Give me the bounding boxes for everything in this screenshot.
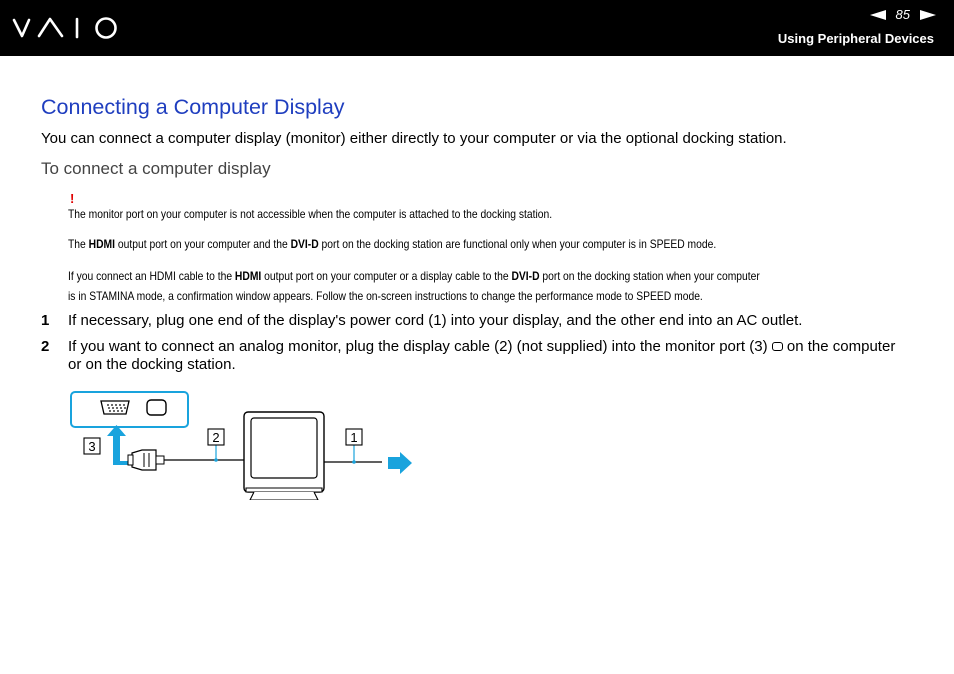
- page-header: [0, 0, 954, 56]
- warning-mark: !: [70, 191, 75, 206]
- step-number: 1: [41, 312, 50, 329]
- hdmi-label: HDMI: [88, 237, 116, 251]
- section-title: Using Peripheral Devices: [777, 31, 934, 46]
- page-title: Connecting a Computer Display: [41, 95, 345, 119]
- vga-plug-icon: [128, 450, 164, 470]
- previous-page-icon[interactable]: [870, 10, 886, 20]
- step-number: 2: [41, 338, 50, 355]
- port-panel: [71, 392, 188, 427]
- vaio-logo: [12, 11, 122, 46]
- note-docking-station: The monitor port on your computer is not accessible when the computer is attached to the docking station.: [68, 207, 553, 221]
- monitor-port-icon: [101, 401, 129, 414]
- callout-label: 2: [212, 430, 220, 445]
- note-stamina-mode: If you connect an HDMI cable to the HDMI output port on your computer or a display cable to the DVI-D port on the docking station when your computer is in STAMINA mode, a confirmation window appears. Follow the on-screen instructions to change the performance mode to SPEED mode.: [68, 269, 760, 303]
- outlet-arrow-icon: [388, 452, 412, 474]
- intro-paragraph: You can connect a computer display (monitor) either directly to your computer or via the optional docking station.: [41, 130, 787, 147]
- callout-label: 1: [350, 430, 358, 445]
- callout-1: [346, 429, 362, 445]
- hdmi-label: HDMI: [234, 269, 262, 283]
- note-speed-mode: The HDMI output port on your computer and the DVI-D port on the docking station are functional only when your computer is in SPEED mode.: [68, 237, 717, 251]
- step-text: If you want to connect an analog monitor, plug the display cable (2) (not supplied) into the monitor port (3) on the computer or on the docking station.: [68, 338, 896, 373]
- connection-diagram: [70, 390, 420, 505]
- procedure-heading: To connect a computer display: [41, 159, 271, 178]
- next-page-icon[interactable]: [920, 10, 936, 20]
- step-text: If necessary, plug one end of the display's power cord (1) into your display, and the other end into an AC outlet.: [68, 312, 803, 329]
- monitor-icon: [244, 412, 324, 500]
- monitor-symbol-icon: [147, 400, 166, 415]
- dvid-label: DVI-D: [511, 269, 540, 283]
- monitor-port-icon: [772, 342, 783, 351]
- dvid-label: DVI-D: [290, 237, 319, 251]
- callout-3: [84, 438, 100, 454]
- insert-arrow-icon: [107, 425, 126, 463]
- callout-2: [208, 429, 224, 445]
- page-number: 85: [895, 7, 910, 22]
- callout-label: 3: [88, 439, 96, 454]
- page-navigator: [870, 7, 936, 22]
